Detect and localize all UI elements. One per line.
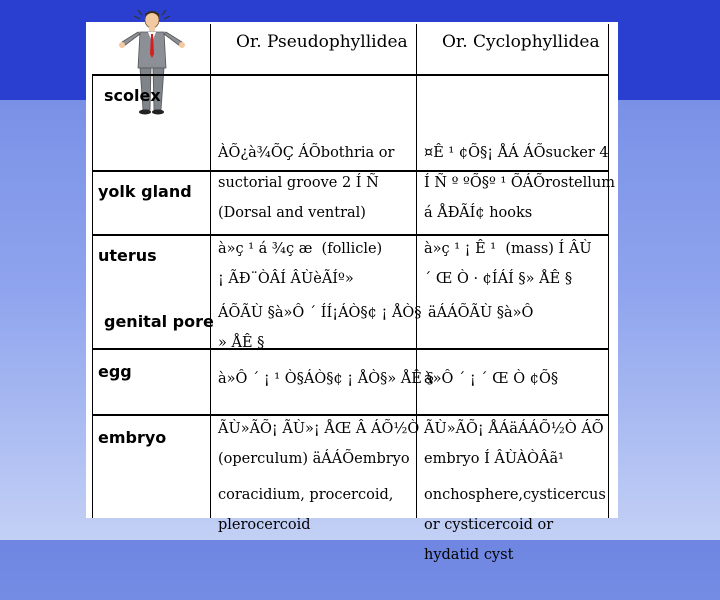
- table-cell: ¤Ê ¹ ¢Õ§¡ ÅÁ ÁÕsucker 4 Í Ñ º ºÕ§º ¹ ÕÁÕrostellum á ÅÐÃÍ¢ hooks: [424, 145, 615, 221]
- rule-header: [92, 74, 608, 76]
- table-cell: äÁÁÕÃÙ §à»Ô: [428, 305, 534, 321]
- table-cell: onchosphere,cysticercus or cysticercoid or hydatid cyst: [424, 487, 606, 563]
- table-cell: ÀÕ¿à¾ÕÇ ÁÕbothria or suctorial groove 2 Í Ñ (Dorsal and ventral): [218, 145, 395, 221]
- column-divider-1: [210, 24, 211, 518]
- column-header-cyclophyllidea: Or. Cyclophyllidea: [442, 32, 600, 52]
- row-label-genital-pore: genital pore: [104, 312, 214, 331]
- table-cell: ÃÙ»ÃÕ¡ ÅÁäÁÁÕ½Ò ÁÕ embryo Í ÂÙÀÒÂã¹: [424, 421, 604, 467]
- row-label-yolk-gland: yolk gland: [98, 182, 192, 201]
- table-cell: à»ç ¹ á ¾ç æ (follicle) ¡ ÃÐ¨ÒÂÍ ÂÙèÃÍº»: [218, 241, 383, 287]
- row-label-scolex: scolex: [104, 86, 161, 105]
- column-header-pseudophyllidea: Or. Pseudophyllidea: [236, 32, 408, 52]
- row-label-uterus: uterus: [98, 246, 157, 265]
- table-cell: à»Ô ´ ¡ ¹ Ò§ÁÒ§¢ ¡ ÅÒ§» ÅÊ §: [218, 371, 434, 387]
- table-left-border: [92, 74, 93, 518]
- table-cell: à»ç ¹ ¡ Ê ¹ (mass) Í ÂÙ ´ Œ Ò · ¢ÍÁÍ §» ÅÊ §: [424, 241, 592, 287]
- table-cell: ÁÕÃÙ §à»Ô ´ ÍÍ¡ÁÒ§¢ ¡ ÅÒ§ » ÅÊ §: [218, 305, 422, 351]
- table-cell: à»Ô ´ ¡ ´ Œ Ò ¢Õ§: [424, 371, 559, 387]
- table-cell: ÃÙ»ÃÕ¡ ÃÙ»¡ ÅŒ Â ÁÕ½Ò (operculum) äÁÁÕembryo: [218, 421, 420, 467]
- row-label-egg: egg: [98, 362, 132, 381]
- table-cell: coracidium, procercoid, plerocercoid: [218, 487, 394, 533]
- row-label-embryo: embryo: [98, 428, 167, 447]
